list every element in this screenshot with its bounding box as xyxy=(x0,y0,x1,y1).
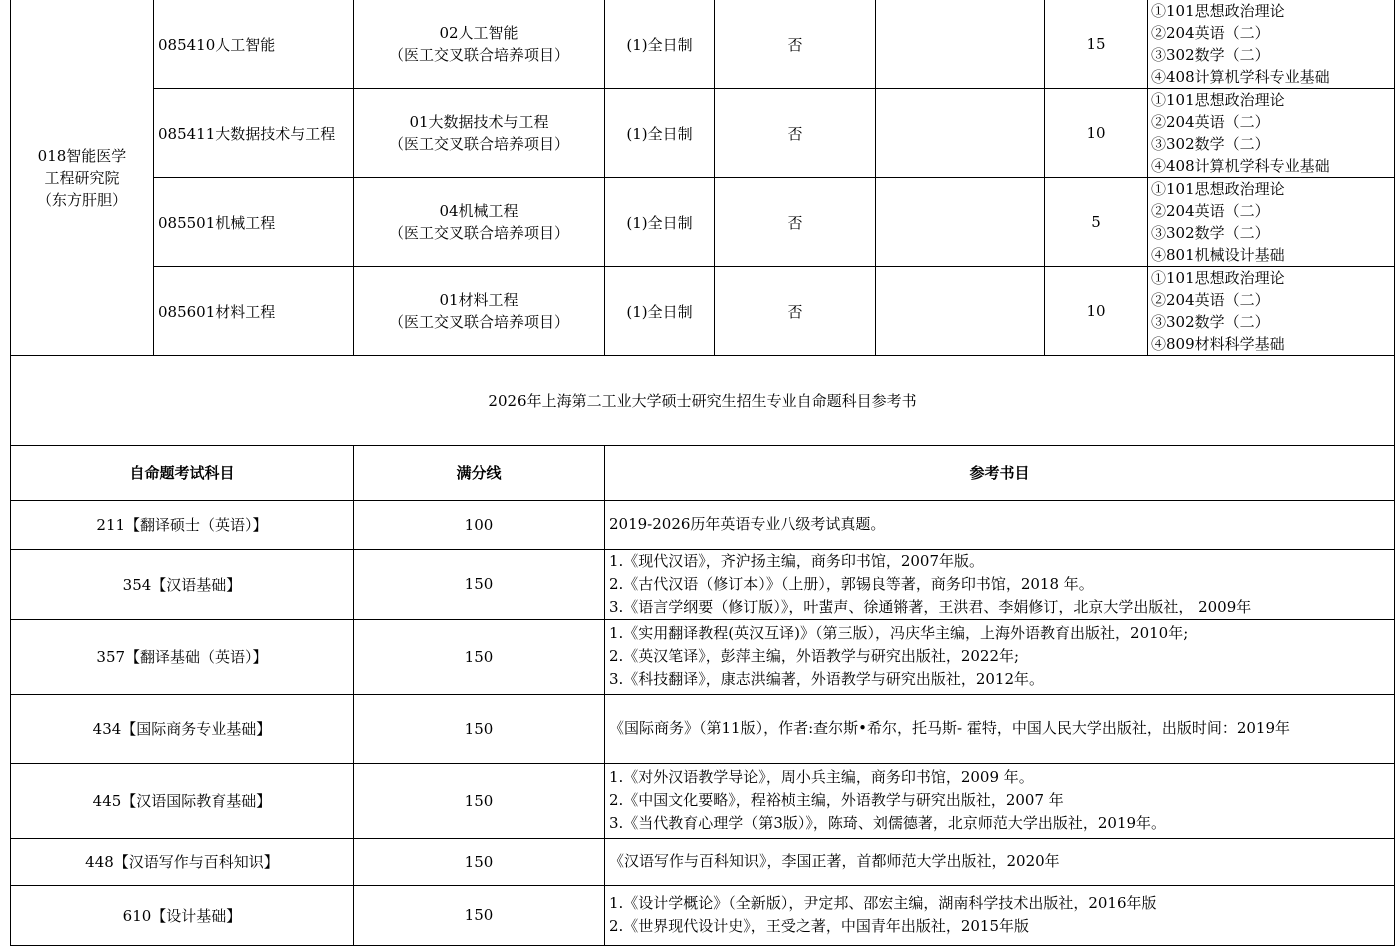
quota-cell: 15 xyxy=(1045,0,1148,89)
exam-subject: ①101思想政治理论 xyxy=(1151,180,1285,198)
major-code-name: 085410人工智能 xyxy=(154,0,354,89)
quota-cell: 5 xyxy=(1045,178,1148,267)
header-subject: 自命题考试科目 xyxy=(11,445,354,500)
direction-line: （医工交叉联合培养项目） xyxy=(388,224,569,242)
books-cell xyxy=(605,619,1395,694)
subject-cell: 211【翻译硕士（英语）】 xyxy=(11,500,354,549)
research-direction xyxy=(354,0,605,89)
book-line: 《汉语写作与百科知识》，李国正著，首都师范大学出版社，2020年 xyxy=(609,852,1060,870)
exam-subject: ④408计算机学科专业基础 xyxy=(1151,157,1330,175)
book-line: 2019-2026历年英语专业八级考试真题。 xyxy=(609,515,886,533)
exam-subject: ③302数学（二） xyxy=(1151,313,1270,331)
special-flag: 否 xyxy=(715,0,876,89)
institute-name-line: 工程研究院 xyxy=(44,168,120,187)
reference-row xyxy=(11,838,1395,885)
exam-subjects xyxy=(1148,267,1395,356)
score-cell: 150 xyxy=(354,619,605,694)
exam-subject: ①101思想政治理论 xyxy=(1151,2,1285,20)
major-code-name: 085501机械工程 xyxy=(154,178,354,267)
exam-subject: ③302数学（二） xyxy=(1151,224,1270,242)
subject-cell: 434【国际商务专业基础】 xyxy=(11,694,354,763)
book-line: 《国际商务》（第11版），作者:查尔斯•希尔，托马斯- 霍特，中国人民大学出版社，出版时间：2019年 xyxy=(609,719,1291,737)
book-line: 3.《当代教育心理学（第3版）》，陈琦、刘儒德著，北京师范大学出版社，2019年。 xyxy=(609,814,1167,832)
reference-row xyxy=(11,500,1395,549)
book-line: 2.《英汉笔译》，彭萍主编，外语教学与研究出版社，2022年; xyxy=(609,647,1020,665)
majors-table xyxy=(10,0,1395,356)
exam-subject: ②204英语（二） xyxy=(1151,202,1270,220)
subject-cell: 445【汉语国际教育基础】 xyxy=(11,763,354,838)
direction-line: （医工交叉联合培养项目） xyxy=(388,46,569,64)
reference-row xyxy=(11,763,1395,838)
major-row xyxy=(11,267,1395,356)
score-cell: 150 xyxy=(354,694,605,763)
book-line: 2.《中国文化要略》，程裕桢主编，外语教学与研究出版社，2007 年 xyxy=(609,791,1064,809)
direction-line: 02人工智能 xyxy=(439,24,519,42)
quota-cell: 10 xyxy=(1045,89,1148,178)
exam-subject: ①101思想政治理论 xyxy=(1151,91,1285,109)
subject-cell: 610【设计基础】 xyxy=(11,885,354,945)
exam-subject: ②204英语（二） xyxy=(1151,113,1270,131)
section-title-row xyxy=(11,356,1395,445)
study-mode: (1)全日制 xyxy=(605,178,715,267)
document-page xyxy=(10,0,1394,946)
book-line: 1.《对外汉语教学导论》，周小兵主编，商务印书馆，2009 年。 xyxy=(609,768,1034,786)
score-cell: 150 xyxy=(354,885,605,945)
exam-subject: ②204英语（二） xyxy=(1151,24,1270,42)
books-cell xyxy=(605,838,1395,885)
major-row xyxy=(11,89,1395,178)
book-line: 1.《实用翻译教程(英汉互译)》（第三版），冯庆华主编，上海外语教育出版社，2010年; xyxy=(609,624,1189,642)
exam-subject: ②204英语（二） xyxy=(1151,291,1270,309)
exam-subjects xyxy=(1148,0,1395,89)
study-mode: (1)全日制 xyxy=(605,267,715,356)
books-cell xyxy=(605,763,1395,838)
section-title: 2026年上海第二工业大学硕士研究生招生专业自命题科目参考书 xyxy=(11,356,1395,445)
books-cell xyxy=(605,885,1395,945)
reference-books-table xyxy=(10,356,1395,946)
remark-cell xyxy=(876,0,1045,89)
institute-name-line: 018智能医学 xyxy=(37,146,127,165)
books-cell xyxy=(605,694,1395,763)
study-mode: (1)全日制 xyxy=(605,0,715,89)
major-row xyxy=(11,178,1395,267)
score-cell: 150 xyxy=(354,549,605,619)
score-cell: 100 xyxy=(354,500,605,549)
major-code-name: 085411大数据技术与工程 xyxy=(154,89,354,178)
institute-name-line: （东方肝胆） xyxy=(36,190,127,209)
reference-row xyxy=(11,549,1395,619)
exam-subjects xyxy=(1148,89,1395,178)
special-flag: 否 xyxy=(715,89,876,178)
score-cell: 150 xyxy=(354,838,605,885)
exam-subject: ④809材料科学基础 xyxy=(1151,335,1285,353)
book-line: 1.《现代汉语》，齐沪扬主编，商务印书馆，2007年版。 xyxy=(609,551,984,570)
direction-line: （医工交叉联合培养项目） xyxy=(388,313,569,331)
subject-cell: 354【汉语基础】 xyxy=(11,549,354,619)
study-mode: (1)全日制 xyxy=(605,89,715,178)
book-line: 2.《古代汉语（修订本）》（上册），郭锡良等著，商务印书馆，2018 年。 xyxy=(609,574,1094,593)
exam-subject: ④408计算机学科专业基础 xyxy=(1151,68,1330,86)
special-flag: 否 xyxy=(715,267,876,356)
research-direction xyxy=(354,89,605,178)
direction-line: 04机械工程 xyxy=(439,202,519,220)
research-direction xyxy=(354,178,605,267)
book-line: 1.《设计学概论》（全新版），尹定邦、邵宏主编，湖南科学技术出版社，2016年版 xyxy=(609,894,1157,912)
books-cell xyxy=(605,549,1395,619)
book-line: 3.《科技翻译》，康志洪编著，外语教学与研究出版社，2012年。 xyxy=(609,670,1044,688)
exam-subject: ①101思想政治理论 xyxy=(1151,269,1285,287)
books-cell xyxy=(605,500,1395,549)
subject-cell: 448【汉语写作与百科知识】 xyxy=(11,838,354,885)
special-flag: 否 xyxy=(715,178,876,267)
research-direction xyxy=(354,267,605,356)
exam-subjects xyxy=(1148,178,1395,267)
direction-line: （医工交叉联合培养项目） xyxy=(388,135,569,153)
book-line: 2.《世界现代设计史》，王受之著，中国青年出版社，2015年版 xyxy=(609,917,1029,935)
major-code-name: 085601材料工程 xyxy=(154,267,354,356)
reference-row xyxy=(11,694,1395,763)
reference-row xyxy=(11,619,1395,694)
header-full-score: 满分线 xyxy=(354,445,605,500)
quota-cell: 10 xyxy=(1045,267,1148,356)
exam-subject: ③302数学（二） xyxy=(1151,46,1270,64)
exam-subject: ④801机械设计基础 xyxy=(1151,246,1285,264)
reference-row xyxy=(11,885,1395,945)
header-row xyxy=(11,445,1395,500)
direction-line: 01大数据技术与工程 xyxy=(409,113,549,131)
direction-line: 01材料工程 xyxy=(439,291,519,309)
header-books: 参考书目 xyxy=(605,445,1395,500)
remark-cell xyxy=(876,267,1045,356)
book-line: 3.《语言学纲要（修订版）》，叶蜚声、徐通锵著，王洪君、李娟修订，北京大学出版社， 2009年 xyxy=(609,597,1252,616)
score-cell: 150 xyxy=(354,763,605,838)
remark-cell xyxy=(876,89,1045,178)
remark-cell xyxy=(876,178,1045,267)
exam-subject: ③302数学（二） xyxy=(1151,135,1270,153)
subject-cell: 357【翻译基础（英语）】 xyxy=(11,619,354,694)
major-row xyxy=(11,0,1395,89)
institute-cell xyxy=(11,0,154,356)
